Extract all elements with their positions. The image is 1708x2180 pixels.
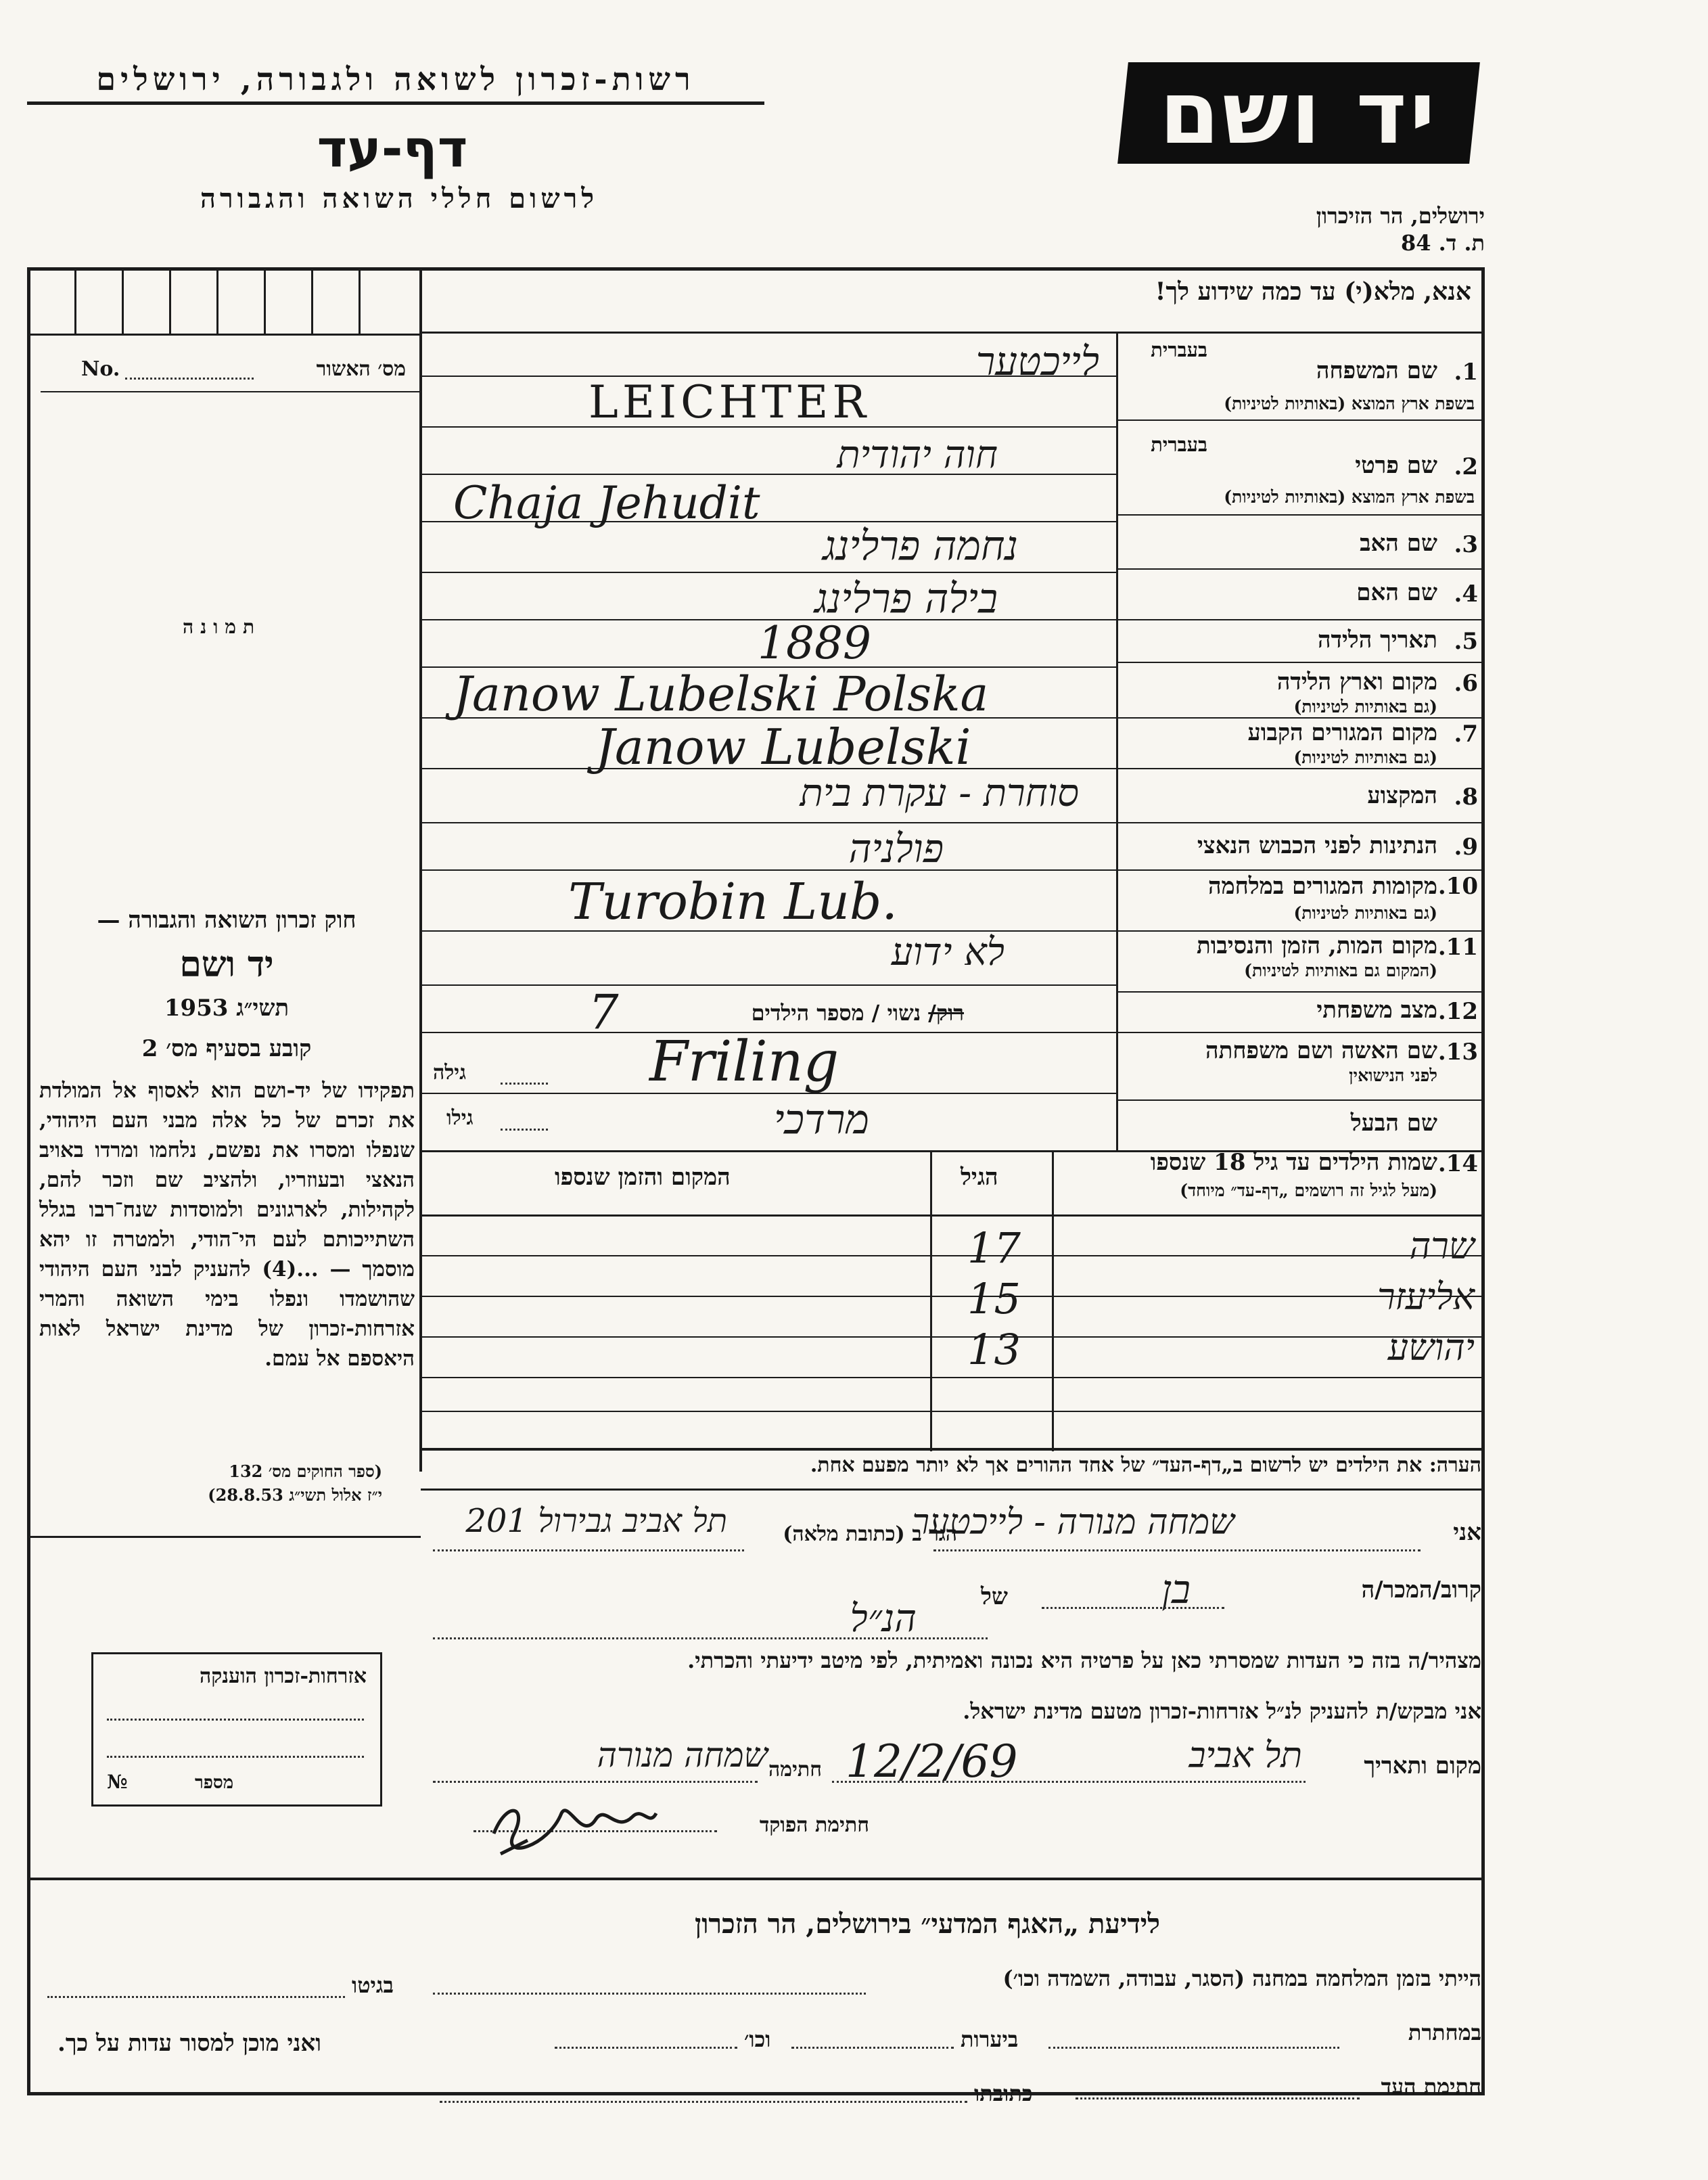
- tick-box-divider: [311, 269, 313, 334]
- place-date-label: מקום ותאריך: [1364, 1752, 1481, 1779]
- field-7-number: 7.: [1454, 721, 1478, 748]
- occupation[interactable]: סוחרת - עקרת בית: [800, 771, 1079, 815]
- children-row-line: [421, 1255, 1481, 1256]
- death-place[interactable]: לא ידוע: [891, 930, 1005, 974]
- form-title: דף-עד: [317, 118, 468, 179]
- authority-line: רשות-זכרון לשואה ולגבורה, ירושלים: [96, 61, 695, 97]
- relation-value[interactable]: בן: [1161, 1566, 1191, 1612]
- authority-underline: [27, 101, 764, 105]
- wife-age-label: גילה: [433, 1061, 467, 1085]
- tick-box-divider: [264, 269, 266, 334]
- field-6-number: 6.: [1454, 670, 1478, 697]
- child-age[interactable]: 13: [967, 1325, 1021, 1374]
- field-12-number: 12.: [1437, 998, 1478, 1025]
- child-name[interactable]: אליעזר: [1377, 1275, 1475, 1318]
- nationality[interactable]: פולניה: [848, 825, 944, 871]
- field-13-number: 13.: [1437, 1039, 1478, 1066]
- field-2-latin-label: בשפת ארץ המוצא (באותיות לטיניות): [1224, 487, 1475, 507]
- footer-address-label: כתובתו: [974, 2081, 1033, 2106]
- of-label: של: [981, 1583, 1008, 1610]
- declarant-name-line: [933, 1549, 1421, 1551]
- citizenship-box: [91, 1652, 382, 1807]
- family-name-hebrew[interactable]: לייכטער: [975, 338, 1099, 384]
- sidebar-box-bottom: [27, 334, 421, 336]
- citizenship-number-label: מספר: [195, 1773, 234, 1793]
- law-section: קובע בסעיף מס׳ 2: [141, 1035, 312, 1062]
- declaration-request: אני מבקש/ת להעניק לנ״ל אזרחות-זכרון מטעם מדינת ישראל.: [963, 1698, 1481, 1724]
- row-divider: [1117, 869, 1481, 871]
- law-year: 1953: [164, 995, 229, 1022]
- declaration-place[interactable]: תל אביב: [1188, 1735, 1302, 1776]
- approval-number-latin: No.: [81, 357, 120, 381]
- value-line: [421, 984, 1117, 986]
- family-name-latin[interactable]: LEICHTER: [588, 376, 871, 428]
- field-4-label: שם האם: [1356, 579, 1437, 606]
- declarant-address[interactable]: תל אביב גבירול 201: [465, 1502, 727, 1540]
- field-7-label: מקום המגורים הקבוע: [1247, 719, 1437, 746]
- wartime-residence[interactable]: Turobin Lub.: [568, 873, 898, 931]
- husband-name[interactable]: מרדכי: [773, 1096, 869, 1143]
- field-6-label: מקום וארץ הלידה: [1276, 668, 1437, 696]
- marital-struck: רוק/: [928, 1000, 964, 1026]
- field-10-note: (גם באותיות לטיניות): [1293, 903, 1437, 923]
- footer-ghetto-line[interactable]: [47, 1996, 345, 1998]
- field-2-hebrew-label: בעברית: [1151, 433, 1207, 456]
- row-divider: [1117, 419, 1481, 421]
- yad-vashem-logo: [1117, 62, 1480, 164]
- children-col-age-left: [930, 1150, 932, 1451]
- field-11-label: מקום המות, הזמן והנסיבות: [1196, 932, 1437, 959]
- children-table-bottom: [421, 1448, 1481, 1451]
- law-text: תפקידו של יד-ושם הוא לאסוף אל המולדת את זכרם של כל אלה מבני העם היהודי, שנפלו ומסרו את נפשם, נלחמו ומרדו באויב הנאצי ובעוזריו, ולהציב שם וזכר להם, לקהילות, לארגונים ולמוסדות שנח־רבו בגלל השתייכותם לעם הי־הודי, ולמטרה זו יהא מוסמך — ...(4) להעניק לבני העם היהודי שהושמדו ונפלו בימי השואה והמרי אזרחות-זכרון של מדינת ישראל לאות היאספם אל עמם.: [39, 1078, 415, 1371]
- children-row-line: [421, 1336, 1481, 1338]
- frame-top: [27, 267, 1485, 271]
- age-header: הגיל: [961, 1164, 998, 1191]
- birth-date[interactable]: 1889: [758, 617, 871, 669]
- po-box: ת. ד. 84: [1401, 230, 1485, 256]
- frame-right: [1481, 267, 1485, 2094]
- row-divider: [1117, 1099, 1481, 1101]
- field-8-label: המקצוע: [1367, 782, 1437, 809]
- approval-underline: [41, 391, 419, 392]
- husband-age-field[interactable]: [501, 1129, 548, 1131]
- frame-left: [27, 267, 30, 2094]
- declarant-signature[interactable]: שמחה מנורה: [597, 1735, 768, 1775]
- marital-rest: נשוי / מספר הילדים: [751, 1000, 921, 1026]
- citizenship-number-symbol: №: [107, 1771, 128, 1793]
- footer-underground-line[interactable]: [1048, 2047, 1339, 2049]
- footer-camp-line[interactable]: [433, 1993, 866, 1995]
- declarant-name[interactable]: שמחה מנורה - לייכטער: [912, 1502, 1234, 1543]
- photo-label: תמונה: [183, 616, 262, 638]
- row-divider: [1117, 514, 1481, 516]
- signature-label: חתימה: [768, 1758, 822, 1781]
- field-3-number: 3.: [1454, 531, 1478, 558]
- declaration-bottom: [27, 1878, 1485, 1880]
- relative-label: קרוב/המכר/ה: [1361, 1576, 1481, 1604]
- row-divider: [1117, 1032, 1481, 1033]
- children-count[interactable]: 7: [588, 984, 619, 1040]
- field-6-note: (גם באותיות לטיניות): [1293, 697, 1437, 717]
- address-label: הגר ב (כתובת מלאה): [783, 1522, 957, 1546]
- child-age[interactable]: 17: [967, 1223, 1021, 1273]
- field-10-number: 10.: [1437, 873, 1478, 900]
- husband-label: שם הבעל: [1350, 1110, 1437, 1137]
- relation-line: [1042, 1607, 1224, 1609]
- citizenship-title: אזרחות-זכרון הוענקה: [199, 1664, 367, 1688]
- logo-text: יד ושם: [1159, 62, 1438, 164]
- field-3-label: שם האב: [1360, 530, 1437, 557]
- mother-name[interactable]: בילה פרלינג: [814, 575, 998, 622]
- law-name: יד ושם: [179, 944, 274, 985]
- of-value[interactable]: הנ״ל: [850, 1597, 917, 1641]
- field-9-label: הנתינות לפני הכבוש הנאצי: [1197, 832, 1437, 859]
- wife-maiden-name[interactable]: Friling: [649, 1030, 839, 1094]
- children-number: 14.: [1437, 1150, 1478, 1177]
- label-column-divider: [1116, 334, 1118, 1152]
- declaration-date[interactable]: 12/2/69: [846, 1735, 1018, 1788]
- footer-ghetto-label: בגיטו: [352, 1972, 394, 1998]
- address: ירושלים, הר הזיכרון: [1316, 203, 1485, 229]
- field-1-latin-label: בשפת ארץ המוצא (באותיות לטיניות): [1224, 394, 1475, 413]
- value-line: [421, 474, 1117, 475]
- footer-ready-label: ואני מוכן למסור עדות על כך.: [57, 2030, 321, 2057]
- declarant-address-line: [433, 1549, 744, 1551]
- child-name[interactable]: שרה: [1409, 1225, 1475, 1267]
- husband-age-label: גילו: [446, 1106, 474, 1130]
- footer-title: לידיעת „האגף המדעי״ בירושלים, הר הזכרון: [695, 1908, 1160, 1940]
- approval-number-label: מס׳ האשור: [316, 357, 406, 381]
- children-note: (מעל לגיל זה רושמים „דף-עד״ מיוחד): [1180, 1181, 1437, 1200]
- place-header: המקום והזמן שנספו: [555, 1164, 731, 1191]
- declaration-i-label: אני: [1453, 1519, 1481, 1546]
- place-date-line: [832, 1781, 1306, 1783]
- footer-camp-label: הייתי בזמן המלחמה במחנה (הסגר, עבודה, השמדה וכו׳): [1002, 1966, 1481, 1991]
- intro-divider: [419, 332, 1483, 334]
- field-2-label: שם פרטי: [1355, 452, 1437, 479]
- field-12-label: מצב משפחתי: [1316, 997, 1437, 1024]
- declaration-statement: מצהיר/ה בזה כי העדות שמסרתי כאן על פרטיה היא נכונה ואמיתית, לפי מיטב ידיעתי והכרתי.: [687, 1648, 1481, 1673]
- field-1-label: שם המשפחה: [1316, 357, 1437, 384]
- footer-etc-label: וכו׳: [744, 2026, 771, 2052]
- first-name-hebrew[interactable]: חוה יהודית: [837, 433, 998, 477]
- permanent-residence[interactable]: Janow Lubelski: [595, 719, 971, 775]
- field-11-number: 11.: [1437, 934, 1478, 961]
- footer-underground-label: במחתרת: [1408, 2020, 1481, 2045]
- footer-address-line[interactable]: [440, 2101, 967, 2103]
- field-5-number: 5.: [1454, 628, 1478, 655]
- field-10-label: מקומות המגורים במלחמה: [1207, 873, 1437, 900]
- child-age[interactable]: 15: [967, 1274, 1021, 1323]
- children-row-line: [421, 1296, 1481, 1297]
- row-divider: [1117, 717, 1481, 719]
- field-7-note: (גם באותיות לטיניות): [1293, 748, 1437, 767]
- tick-box-divider: [122, 269, 124, 334]
- row-divider: [1117, 619, 1481, 620]
- field-13-label: שם האשה ושם משפחתה: [1205, 1037, 1437, 1064]
- field-5-label: תאריך הלידה: [1317, 627, 1437, 654]
- officer-signature-label: חתימת הפוקד: [759, 1813, 869, 1837]
- of-line: [433, 1637, 988, 1639]
- remark-underline: [421, 1489, 1481, 1491]
- signature-line: [433, 1781, 758, 1783]
- row-divider: [1117, 822, 1481, 823]
- field-1-number: 1.: [1454, 359, 1478, 386]
- child-name[interactable]: יהושע: [1387, 1326, 1475, 1369]
- intro-text: אנא, מלא(י) עד כמה שידוע לך!: [1155, 277, 1471, 306]
- first-name-latin[interactable]: Chaja Jehudit: [453, 477, 760, 529]
- value-line: [421, 572, 1117, 573]
- form-subtitle: לרשום חללי השואה והגבורה: [200, 183, 599, 214]
- field-13-note: לפני הנישואין: [1349, 1066, 1437, 1085]
- law-ref-1: (ספר החוקים מס׳ 132: [229, 1461, 382, 1481]
- row-divider: [1117, 991, 1481, 993]
- footer-witness-signature-line[interactable]: [1076, 2097, 1360, 2099]
- field-8-number: 8.: [1454, 784, 1478, 811]
- value-line: [421, 869, 1117, 871]
- law-year-hebrew: תשי״ג: [236, 995, 290, 1022]
- children-remark: הערה: את הילדים יש לרשום ב„דף-העד״ של אחד ההורים אך לא יותר מפעם אחת.: [810, 1453, 1481, 1477]
- row-divider: [1117, 568, 1481, 570]
- law-ref-2: י״ז אלול תשי״ג 28.8.53): [208, 1485, 382, 1505]
- footer-witness-signature-label: חתימת העד: [1381, 2074, 1481, 2099]
- father-name[interactable]: נחמה פרלינג: [823, 522, 1018, 570]
- children-header-line: [421, 1214, 1481, 1217]
- marital-options: [752, 1000, 964, 1026]
- field-2-number: 2.: [1454, 453, 1478, 480]
- frame-bottom: [27, 2092, 1485, 2095]
- children-row-line: [421, 1377, 1481, 1378]
- field-4-number: 4.: [1454, 581, 1478, 608]
- field-9-number: 9.: [1454, 834, 1478, 861]
- children-title: שמות הילדים עד גיל 18 שנספו: [1150, 1149, 1437, 1176]
- birth-place[interactable]: Janow Lubelski Polska: [453, 666, 989, 722]
- tick-box-divider: [169, 269, 171, 334]
- footer-forests-label: ביערות: [961, 2026, 1019, 2052]
- footer-forests-line[interactable]: [791, 2047, 954, 2049]
- footer-etc-line[interactable]: [555, 2047, 737, 2049]
- tick-box-divider: [359, 269, 361, 334]
- children-col-age-right: [1052, 1150, 1054, 1451]
- citizenship-line-2[interactable]: [107, 1756, 364, 1758]
- sidebar-bottom: [27, 1536, 421, 1538]
- value-line: [421, 822, 1117, 823]
- officer-signature-scribble: [487, 1786, 663, 1861]
- field-1-hebrew-label: בעברית: [1151, 338, 1207, 361]
- law-year-row: [41, 995, 413, 1022]
- row-divider: [1117, 768, 1481, 769]
- citizenship-line-1[interactable]: [107, 1719, 364, 1721]
- row-divider: [1117, 662, 1481, 663]
- row-divider: [1117, 930, 1481, 932]
- tick-box-divider: [74, 269, 76, 334]
- wife-age-field[interactable]: [501, 1083, 548, 1085]
- approval-number-field[interactable]: [125, 378, 254, 380]
- field-11-note: (המקום גם באותיות לטיניות): [1244, 961, 1437, 980]
- tick-box-divider: [216, 269, 218, 334]
- children-row-line: [421, 1411, 1481, 1412]
- law-title: חוק זכרון השואה והגבורה —: [97, 907, 356, 934]
